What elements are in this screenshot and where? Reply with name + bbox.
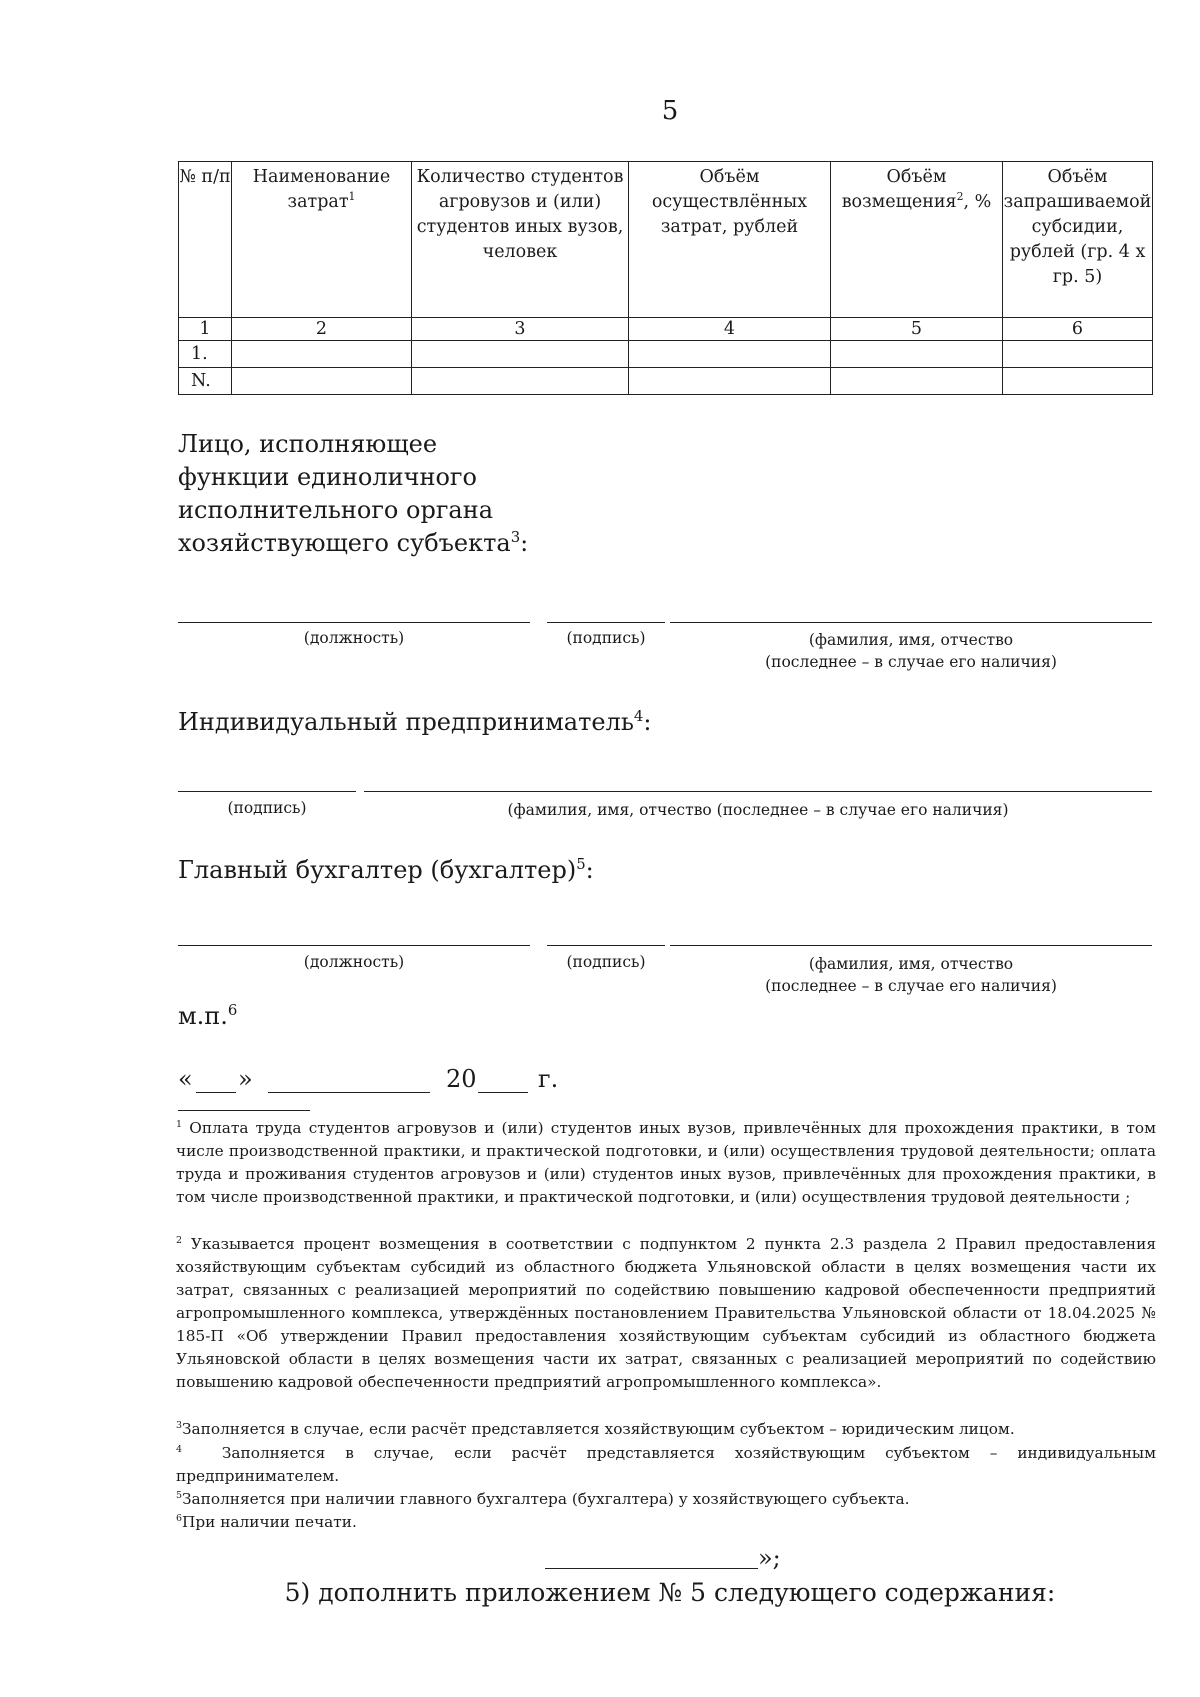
footnote-4: $^4$ Заполняется в случае, если расчёт представляется хозяйствующим субъектом – индивидуальным предпринимателем. [176,1443,1156,1485]
footnote-separator [178,1110,310,1111]
footnote-ref-3: 3 [510,528,521,546]
position-caption: (должность) [303,629,405,647]
column-number: 6 [1003,318,1153,341]
header-reimbursement: Объём возмещения$^2$, % [831,162,1003,318]
footnote-1: $^1$ Оплата труда студентов агровузов и (или) студентов иных вузов, привлечённых для прохождения практики, в том числе производственной практики, и практической подготовки, и (или) осуществления трудовой деятельности; оплата труда и проживания студентов агровузов и (или) студентов иных вузов, привлечённых для прохождения практики, в том числе производственной практики, и практической подготовки, и (или) осуществления трудовой деятельности ; [176,1118,1156,1206]
entrepreneur-label: Индивидуальный предприниматель$^4$: [178,707,652,736]
table-row [179,368,1153,395]
table-cell [629,341,831,368]
name-line [670,622,1152,623]
name-line [670,945,1152,946]
position-line [178,945,530,946]
position-line [178,622,530,623]
header-student-count: Количество студентов агровузов и (или) студентов иных вузов, человек [412,162,629,318]
page-number: 5 [661,96,679,126]
table-column-numbers [179,318,1153,341]
footnote-5: $^5$Заполняется при наличии главного бухгалтера (бухгалтера) у хозяйствующего субъекта. [176,1489,910,1508]
costs-table [178,161,1153,395]
footnote-ref-6: 6 [227,1001,238,1019]
footnote-3: $^3$Заполняется в случае, если расчёт представляется хозяйствующим субъектом – юридическим лицом. [176,1419,1015,1438]
column-number: 4 [629,318,831,341]
name-caption: (фамилия, имя, отчество (последнее – в случае его наличия) [507,801,1009,819]
signature-caption: (подпись) [566,629,646,647]
footnote-6: $^6$При наличии печати. [176,1512,357,1531]
date-close-quote: » [238,1065,253,1093]
closing-mark: »; [758,1544,781,1572]
table-header-row [179,162,1153,318]
header-cost-name: Наименование затрат$^1$ [232,162,412,318]
name-caption: (фамилия, имя, отчество (последнее – в случае его наличия) [765,955,1057,995]
footnote-2: $^2$ Указывается процент возмещения в соответствии с подпунктом 2 пункта 2.3 раздела 2 Правил предоставления хозяйствующим субъектам субсидий из областного бюджета Ульяновской области в целях возмещения части их затрат, связанных с реализацией мероприятий по содействию повышению кадровой обеспеченности предприятий агропромышленного комплекса, утверждённых постановлением Правительства Ульяновской области от 18.04.2025 № 185-П «Об утверждении Правил предоставления хозяйствующим субъектам субсидий из областного бюджета Ульяновской области в целях возмещения части их затрат, связанных с реализацией мероприятий по содействию повышению кадровой обеспеченности предприятий агропромышленного комплекса». [176,1234,1156,1391]
column-number: 5 [831,318,1003,341]
table-cell [412,368,629,395]
closing-line [545,1568,758,1569]
year-suffix: г. [538,1065,559,1093]
table-cell [831,341,1003,368]
table-cell [232,341,412,368]
header-number: № п/п [179,162,232,318]
name-caption: (фамилия, имя, отчество (последнее – в случае его наличия) [765,631,1057,671]
signature-line [178,791,356,792]
footnote-ref-5: 5 [576,855,586,873]
signature-caption: (подпись) [227,799,307,817]
row-number: N. [179,368,232,395]
header-subsidy: Объём запрашиваемой субсидии, рублей (гр. 4 х гр. 5) [1003,162,1153,318]
footnote-ref-4: 4 [633,707,644,725]
column-number: 3 [412,318,629,341]
table-row [179,341,1153,368]
table-cell [412,341,629,368]
header-expenses: Объём осуществлённых затрат, рублей [629,162,831,318]
year-line [478,1092,528,1093]
name-line [364,791,1152,792]
column-number: 1 [179,318,232,341]
footnote-ref-1: 1 [348,190,356,204]
amendment-text: 5) дополнить приложением № 5 следующего содержания: [284,1578,1056,1607]
footnote-ref-2: 2 [956,190,964,204]
table-cell [1003,341,1153,368]
head-signatory-label: Лицо, исполняющее функции единоличного исполнительного органа хозяйствующего субъекта$^3$: [178,430,529,557]
month-line [268,1092,430,1093]
accountant-label: Главный бухгалтер (бухгалтер)$^5$: [178,855,594,884]
day-line [196,1092,236,1093]
stamp-label: м.п.$^6$ [178,1001,238,1030]
year-prefix: 20 [446,1065,477,1093]
signature-line [547,622,665,623]
signature-line [547,945,665,946]
table-cell [1003,368,1153,395]
table-cell [831,368,1003,395]
position-caption: (должность) [303,953,405,971]
table-cell [232,368,412,395]
row-number: 1. [179,341,232,368]
signature-caption: (подпись) [566,953,646,971]
table-cell [629,368,831,395]
date-open-quote: « [178,1065,193,1093]
column-number: 2 [232,318,412,341]
